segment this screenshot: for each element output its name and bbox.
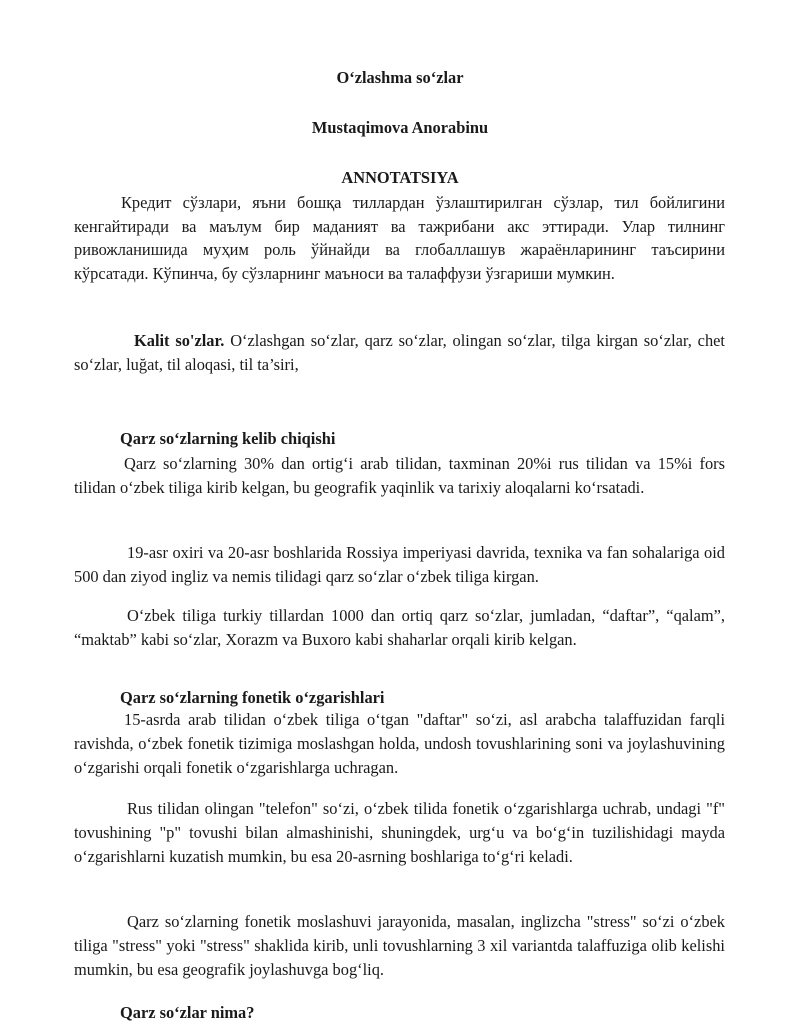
keywords-paragraph [74, 329, 725, 376]
origin-paragraph-2: 19-asr oxiri va 20-asr boshlarida Rossiya imperiyasi davrida, texnika va fan sohalariga oid 500 dan ziyod ingliz va nemis tilidagi qarz so‘zlar o‘zbek tiliga kirgan. [74, 543, 725, 586]
origin-paragraph-1: Qarz so‘zlarning 30% dan ortig‘i arab tilidan, taxminan 20%i rus tilidan va 15%i fors tilidan o‘zbek tiliga kirib kelgan, bu geografik yaqinlik va tarixiy aloqalarni ko‘rsatadi. [74, 454, 725, 497]
author-name: Mustaqimova Anorabinu [311, 118, 489, 137]
phonetic-paragraph-2: Rus tilidan olingan "telefon" so‘zi, o‘zbek tilida fonetik o‘zgarishlarga uchrab, undagi "f" tovushining "p" tovushi bilan almashinishi, shuningdek, urg‘u va bo‘g‘in tuzilishidagi mayda o‘zgarishlarni kuzatish mumkin, bu esa 20-asrning boshlariga to‘g‘ri keladi. [74, 799, 725, 866]
origin-paragraph-3: O‘zbek tiliga turkiy tillardan 1000 dan ortiq qarz so‘zlar, jumladan, “daftar”, “qalam”, “maktab” kabi so‘zlar, Xorazm va Buxoro kabi shaharlar orqali kirib kelgan. [74, 606, 725, 649]
section-heading-phonetic: Qarz so‘zlarning fonetik o‘zgarishlari [120, 688, 385, 707]
annotation-heading: ANNOTATSIYA [341, 168, 459, 187]
keywords-label: Kalit so'zlar. [134, 331, 225, 350]
phonetic-paragraph-1: 15-asrda arab tilidan o‘zbek tiliga o‘tgan "daftar" so‘zi, asl arabcha talaffuzidan farqli ravishda, o‘zbek fonetik tizimiga moslashgan holda, undosh tovushlarining soni va joylashuvining o‘zgarishi orqali fonetik o‘zgarishlarga uchragan. [74, 710, 725, 777]
phonetic-paragraph-3: Qarz so‘zlarning fonetik moslashuvi jarayonida, masalan, inglizcha "stress" so‘zi o‘zbek tiliga "stress" yoki "stress" shaklida kirib, unli tovushlarning 3 xil variantda talaffuziga olib kelishi mumkin, bu esa geografik joylashuvga bog‘liq. [74, 912, 725, 979]
document-title: O‘zlashma so‘zlar [336, 68, 464, 87]
keywords-text: O‘zlashgan so‘zlar, qarz so‘zlar, olingan so‘zlar, tilga kirgan so‘zlar, chet so‘zlar, luğat, til aloqasi, til ta’siri, [74, 331, 725, 374]
section-heading-definition: Qarz so‘zlar nima? [120, 1003, 255, 1022]
section-heading-origin: Qarz so‘zlarning kelib chiqishi [120, 429, 336, 448]
annotation-paragraph: Кредит сўзлари, яъни бошқа тиллардан ўзлаштирилган сўзлар, тил бойлигини кенгайтиради ва маълум бир маданият ва тажрибани акс эттиради. Улар тилнинг ривожланишида муҳим роль ўйнайди ва глобаллашув жараёнларининг таъсирини кўрсатади. Кўпинча, бу сўзларнинг маъноси ва талаффузи ўзгариши мумкин. [74, 193, 725, 283]
